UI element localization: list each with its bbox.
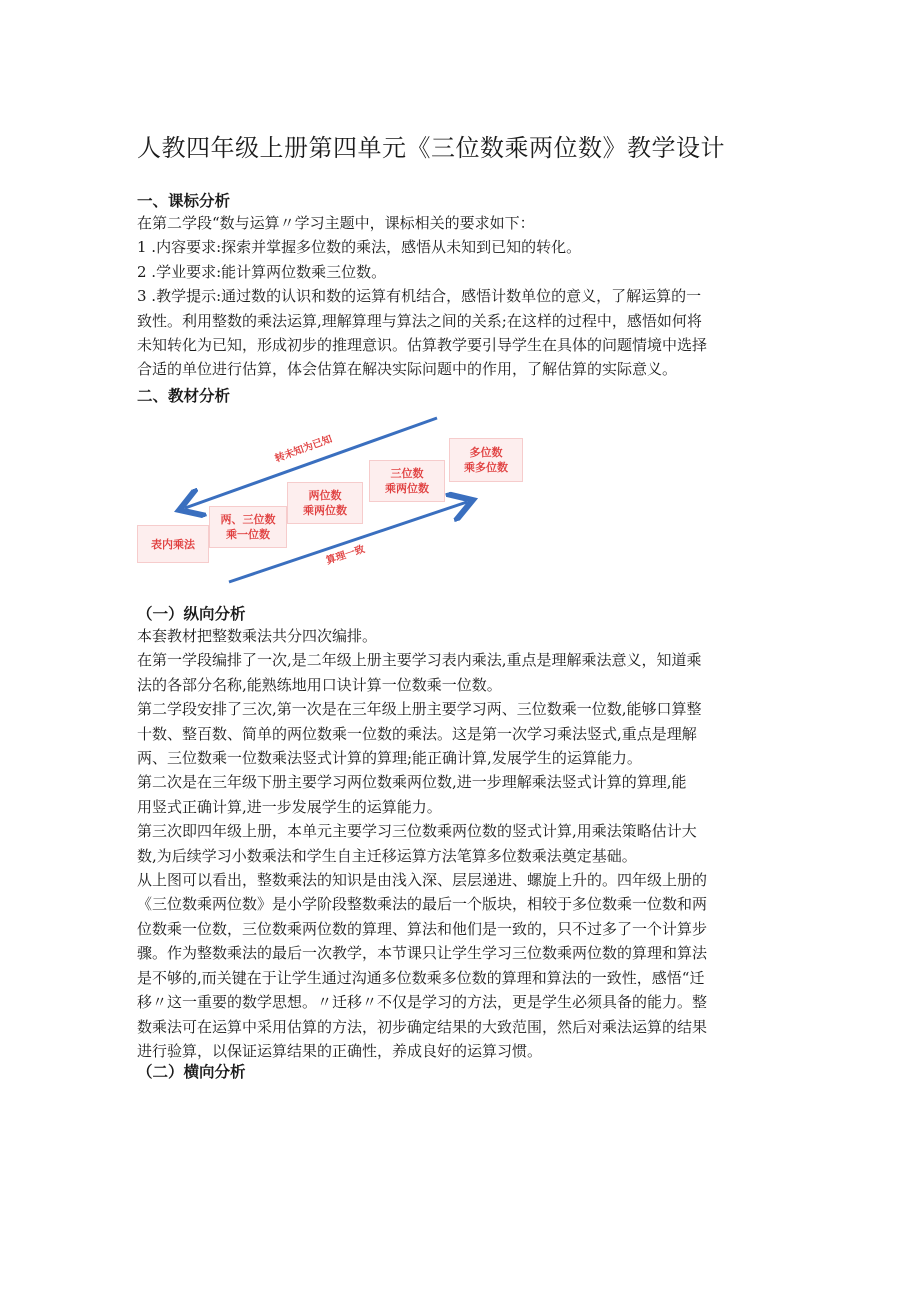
top-arrow-label: 转未知为已知 bbox=[273, 433, 334, 465]
text-line: 数乘法可在运算中采用估算的方法，初步确定结果的大致范围，然后对乘法运算的结果 bbox=[137, 1017, 708, 1036]
text-line: 《三位数乘两位数》是小学阶段整数乘法的最后一个版块，相较于多位数乘一位数和两 bbox=[137, 895, 708, 914]
text-line: 位数乘一位数，三位数乘两位数的算理、算法和他们是一致的，只不过多了一个计算步 bbox=[137, 919, 708, 938]
subsection-heading-vertical: （一）纵向分析 bbox=[137, 605, 246, 623]
step-box-text: 两、三位数 bbox=[220, 513, 276, 526]
text-line: 数,为后续学习小数乘法和学生自主迁移运算方法笔算多位数乘法奠定基础。 bbox=[137, 846, 637, 865]
section-heading-textbook: 二、教材分析 bbox=[137, 387, 231, 405]
step-box-text: 乘一位数 bbox=[226, 528, 270, 541]
step-box-3 bbox=[287, 482, 363, 524]
text-line: 1 .内容要求:探索并掌握多位数的乘法，感悟从未知到已知的转化。 bbox=[137, 238, 582, 257]
step-box-text: 乘多位数 bbox=[464, 461, 508, 474]
curriculum-paragraph bbox=[137, 211, 785, 382]
text-line: 用竖式正确计算,进一步发展学生的运算能力。 bbox=[137, 797, 442, 816]
vertical-analysis-paragraph bbox=[137, 624, 785, 1063]
text-line: 致性。利用整数的乘法运算,理解算理与算法之间的关系;在这样的过程中，感悟如何将 bbox=[137, 311, 702, 330]
step-box-text: 表内乘法 bbox=[151, 537, 195, 551]
text-line: 第二次是在三年级下册主要学习两位数乘两位数,进一步理解乘法竖式计算的算理,能 bbox=[137, 773, 687, 792]
subsection-heading-horizontal: （二）横向分析 bbox=[137, 1063, 246, 1081]
text-line: 2 .学业要求:能计算两位数乘三位数。 bbox=[137, 262, 387, 281]
step-box-2 bbox=[209, 506, 287, 548]
document-title: 人教四年级上册第四单元《三位数乘两位数》教学设计 bbox=[137, 134, 725, 162]
text-line: 第三次即四年级上册，本单元主要学习三位数乘两位数的竖式计算,用乘法策略估计大 bbox=[137, 822, 697, 841]
text-line: 未知转化为已知，形成初步的推理意识。估算教学要引导学生在具体的问题情境中选择 bbox=[137, 336, 708, 355]
text-line: 两、三位数乘一位数乘法竖式计算的算理;能正确计算,发展学生的运算能力。 bbox=[137, 749, 642, 768]
text-line: 本套教材把整数乘法共分四次编排。 bbox=[137, 627, 378, 645]
step-box-text: 三位数 bbox=[390, 467, 424, 480]
text-line: 移〃这一重要的数学思想。〃迁移〃不仅是学习的方法，更是学生必须具备的能力。整 bbox=[137, 993, 708, 1012]
text-line: 在第一学段编排了一次,是二年级上册主要学习表内乘法,重点是理解乘法意义，知道乘 bbox=[137, 651, 702, 670]
multiplication-progression-diagram bbox=[137, 410, 529, 596]
section-heading-curriculum: 一、课标分析 bbox=[137, 192, 231, 210]
text-line: 骤。作为整数乘法的最后一次教学，本节课只让学生学习三位数乘两位数的算理和算法 bbox=[137, 944, 708, 963]
text-line: 法的各部分名称,能熟练地用口诀计算一位数乘一位数。 bbox=[137, 675, 502, 694]
text-line: 在第二学段“数与运算〃学习主题中，课标相关的要求如下： bbox=[137, 214, 535, 232]
step-box-1 bbox=[137, 525, 209, 563]
text-line: 第二学段安排了三次,第一次是在三年级上册主要学习两、三位数乘一位数,能够口算整 bbox=[137, 700, 702, 719]
step-box-text: 乘两位数 bbox=[385, 482, 429, 495]
text-line: 合适的单位进行估算，体会估算在解决实际问题中的作用，了解估算的实际意义。 bbox=[137, 360, 678, 379]
bottom-arrow-label: 算理一致 bbox=[324, 543, 367, 567]
step-box-text: 多位数 bbox=[469, 446, 503, 459]
text-line: 十数、整百数、简单的两位数乘一位数的乘法。这是第一次学习乘法竖式,重点是理解 bbox=[137, 724, 697, 743]
step-box-5 bbox=[449, 438, 523, 482]
text-line: 进行验算，以保证运算结果的正确性，养成良好的运算习惯。 bbox=[137, 1041, 543, 1060]
step-box-4 bbox=[369, 460, 445, 502]
text-line: 3 .教学提示:通过数的认识和数的运算有机结合，感悟计数单位的意义，了解运算的一 bbox=[137, 287, 702, 306]
text-line: 是不够的,而关键在于让学生通过沟通多位数乘多位数的算理和算法的一致性，感悟“迁 bbox=[137, 968, 705, 987]
step-box-text: 乘两位数 bbox=[303, 504, 347, 517]
text-line: 从上图可以看出，整数乘法的知识是由浅入深、层层递进、螺旋上升的。四年级上册的 bbox=[137, 871, 708, 890]
step-box-text: 两位数 bbox=[308, 489, 342, 502]
